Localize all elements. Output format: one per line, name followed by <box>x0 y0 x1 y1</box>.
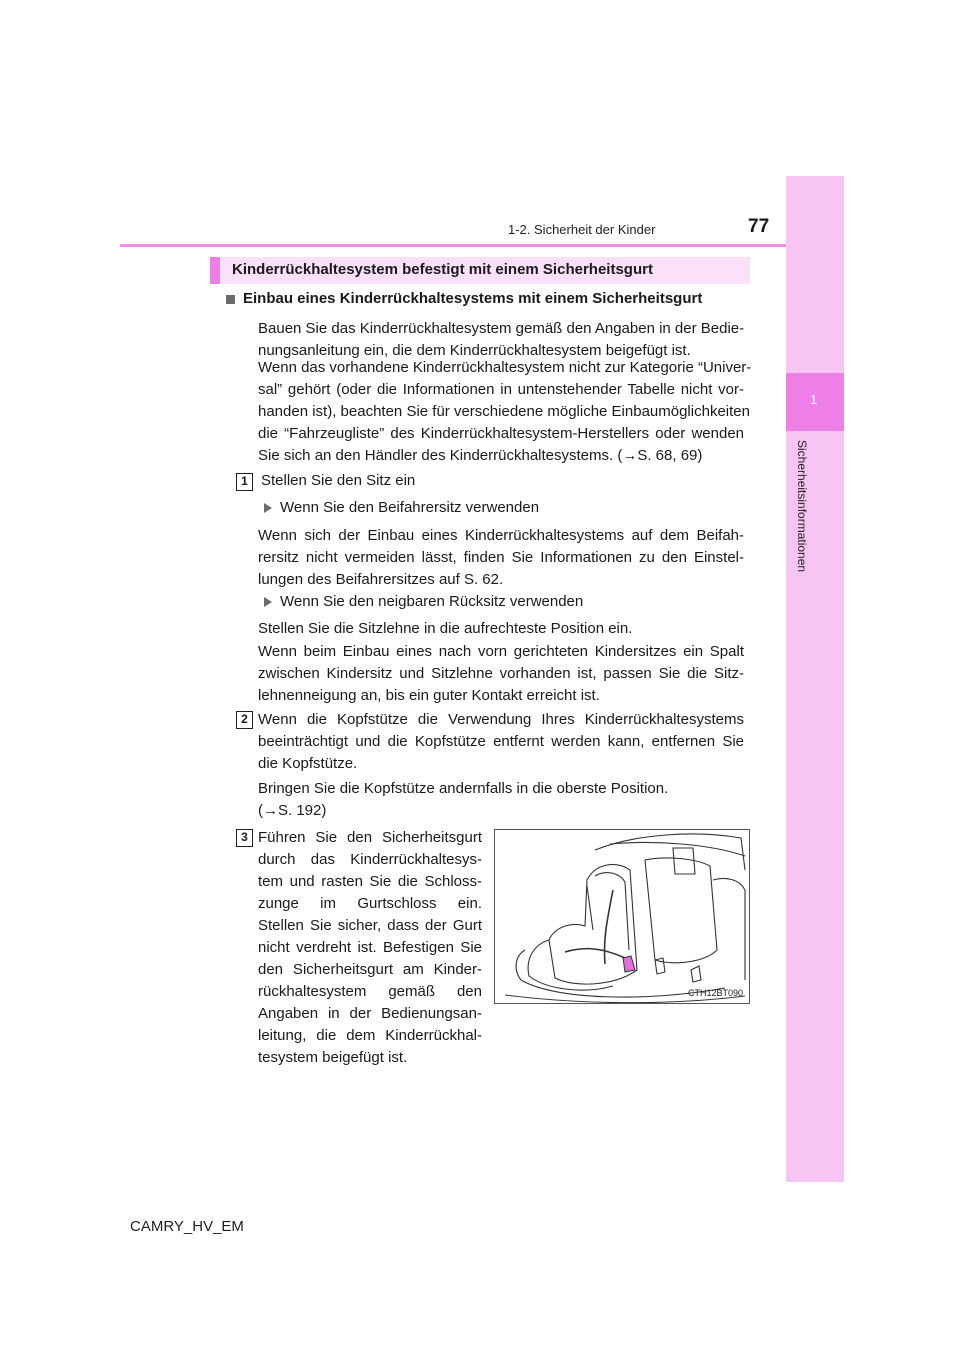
paragraph-line: lungen des Beifahrersitzes auf S. 62. <box>258 571 504 588</box>
paragraph-line: Wenn beim Einbau eines nach vorn gerichteten Kindersitzes ein Spalt <box>258 643 744 660</box>
paragraph-line: die Kopfstütze. <box>258 755 358 772</box>
header-rule <box>120 244 786 247</box>
paragraph-line: zwischen Kindersitz und Sitzlehne vorhanden ist, passen Sie die Sitz- <box>258 665 744 682</box>
paragraph-line: Sie sich an den Händler des Kinderrückhaltesystems. (→S. 68, 69) <box>258 447 703 464</box>
paragraph-line: Stellen Sie die Sitzlehne in die aufrechteste Position ein. <box>258 620 633 637</box>
paragraph-line: beeinträchtigt und die Kopfstütze entfernt werden kann, entfernen Sie <box>258 733 744 750</box>
running-header-section: 1-2. Sicherheit der Kinder <box>508 222 656 237</box>
chapter-side-tab <box>786 176 844 1182</box>
paragraph-line: den Sicherheitsgurt am Kinder- <box>258 961 482 978</box>
paragraph-line: die “Fahrzeugliste” des Kinderrückhaltesystem-Herstellers oder wenden <box>258 425 744 442</box>
paragraph-line: lehnenneigung an, bis ein guter Kontakt erreicht ist. <box>258 687 600 704</box>
chapter-title: Sicherheitsinformationen <box>795 440 809 573</box>
paragraph-line: tesystem beigefügt ist. <box>258 1049 408 1066</box>
step-number-badge: 2 <box>236 711 253 729</box>
section-title-bar <box>210 257 750 284</box>
paragraph-line: rückhaltesystem gemäß den <box>258 983 482 1000</box>
paragraph-line: Stellen Sie sicher, dass der Gurt <box>258 917 482 934</box>
paragraph-line: sal” gehört (oder die Informationen in untenstehender Tabelle nicht vor- <box>258 381 744 398</box>
triangle-bullet-icon <box>264 503 272 513</box>
step-number-badge: 1 <box>236 473 253 491</box>
paragraph-line: tem und rasten Sie die Schloss- <box>258 873 482 890</box>
paragraph-line: Wenn sich der Einbau eines Kinderrückhaltesystems auf dem Beifah- <box>258 527 744 544</box>
paragraph-line: durch das Kinderrückhaltesys- <box>258 851 482 868</box>
square-bullet-icon <box>226 295 235 304</box>
paragraph-line: Wenn die Kopfstütze die Verwendung Ihres Kinderrückhaltesystems <box>258 711 744 728</box>
footer-model-code: CAMRY_HV_EM <box>130 1218 244 1235</box>
paragraph-line: leitung, die dem Kinderrückhal- <box>258 1027 482 1044</box>
paragraph-line: rersitz nicht vermeiden lässt, finden Sie Informationen zu den Einstel- <box>258 549 744 566</box>
subheading: Einbau eines Kinderrückhaltesystems mit einem Sicherheitsgurt <box>243 290 703 307</box>
page-reference: (→S. 192) <box>258 802 327 819</box>
paragraph-line: nicht verdreht ist. Befestigen Sie <box>258 939 482 956</box>
paragraph-line: Wenn das vorhandene Kinderrückhaltesystem nicht zur Kategorie “Univer- <box>258 359 752 376</box>
step-1-text: Stellen Sie den Sitz ein <box>261 472 416 489</box>
paragraph-line: zunge im Gurtschloss ein. <box>258 895 482 912</box>
triangle-bullet-icon <box>264 597 272 607</box>
chapter-number: 1 <box>810 392 818 407</box>
paragraph-line: Angaben in der Bedienungsan- <box>258 1005 482 1022</box>
buckle-highlight <box>623 956 635 972</box>
paragraph-line: Führen Sie den Sicherheitsgurt <box>258 829 482 846</box>
section-title: Kinderrückhaltesystem befestigt mit einem Sicherheitsgurt <box>232 261 653 278</box>
paragraph-line: nungsanleitung ein, die dem Kinderrückhaltesystem beigefügt ist. <box>258 342 691 359</box>
child-seat-illustration <box>494 829 750 1004</box>
paragraph-line: Bringen Sie die Kopfstütze andernfalls in die oberste Position. <box>258 780 669 797</box>
substep-title: Wenn Sie den neigbaren Rücksitz verwenden <box>280 593 584 610</box>
page-number: 77 <box>748 216 770 237</box>
paragraph-line: Bauen Sie das Kinderrückhaltesystem gemäß den Angaben in der Bedie- <box>258 320 745 337</box>
substep-title: Wenn Sie den Beifahrersitz verwenden <box>280 499 540 516</box>
paragraph-line: handen ist), beachten Sie für verschiedene mögliche Einbaumöglichkeiten <box>258 403 750 420</box>
step-number-badge: 3 <box>236 829 253 847</box>
figure-id: CTH12BT090 <box>687 988 743 998</box>
child-seat-drawing <box>495 830 750 1004</box>
